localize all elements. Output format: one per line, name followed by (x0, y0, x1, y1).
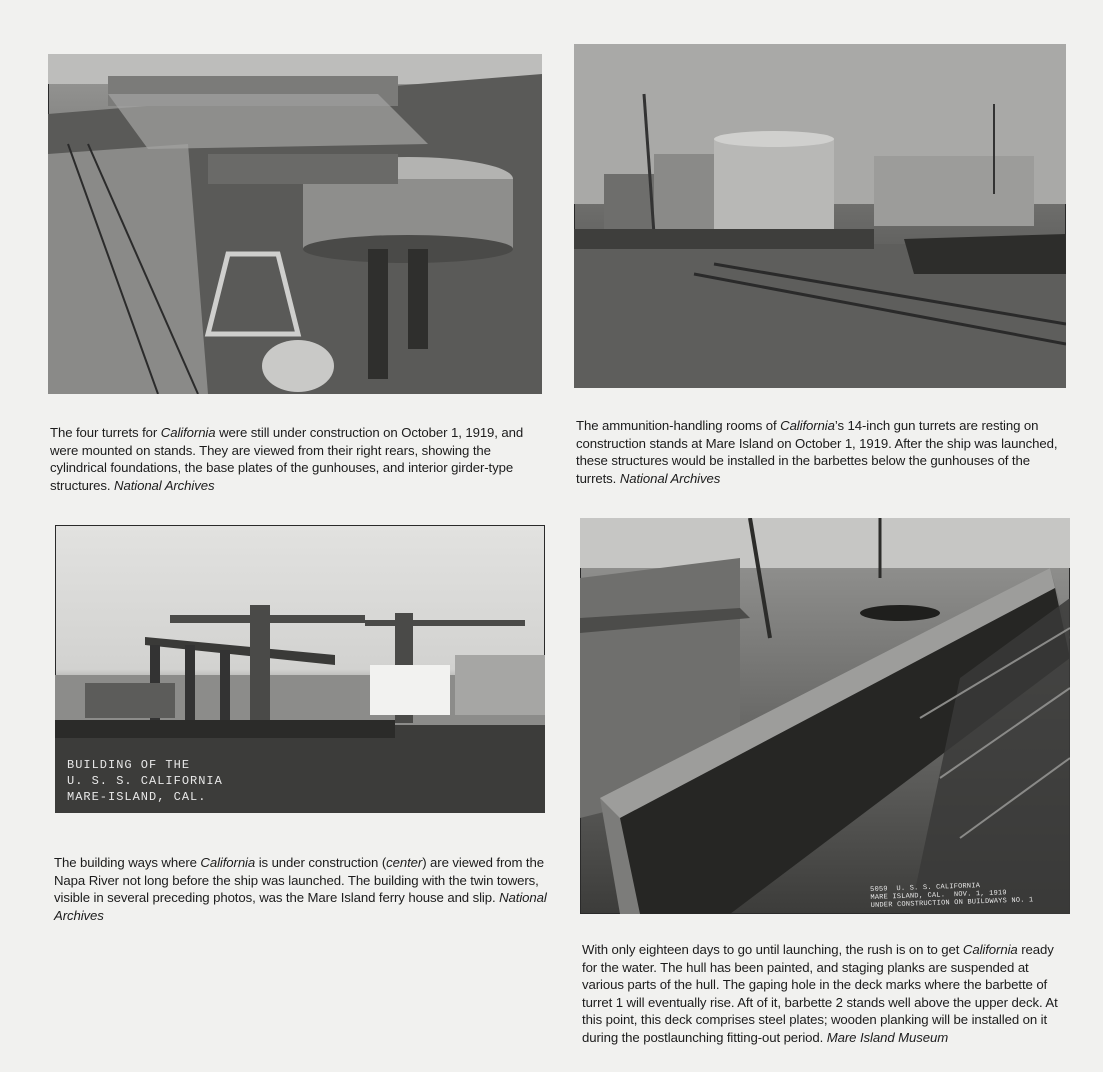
photo-hull-on-ways (580, 518, 1070, 914)
photo-credit: National Archives (619, 470, 721, 486)
photo-ammunition-rooms (574, 44, 1066, 388)
photo-credit: Mare Island Museum (826, 1029, 949, 1045)
photo-turrets-on-stands (48, 54, 542, 394)
photo-building-ways-postcard (55, 525, 545, 813)
caption-hull-launching: With only eighteen days to go until launching, the rush is on to get California ready for the water. The hull has been painted, and staging planks are suspended at various parts of the hull. The gaping hole in the deck marks where the barbette of turret 1 will eventually rise. Aft of it, barbette 2 stands well above the upper deck. At this point, this deck comprises steel plates; wooden planking will be installed on it during the postlaunching fitting-out period. Mare Island Museum (582, 942, 1058, 1045)
postcard-title-text: BUILDING OF THE U. S. S. CALIFORNIA MARE-ISLAND, CAL. (67, 758, 223, 804)
photo-credit: National Archives (54, 890, 547, 923)
photo-credit: National Archives (114, 477, 215, 493)
caption-building-ways: The building ways where California is under construction (center) are viewed from the Napa River not long before the ship was launched. The building with the twin towers, visible in several preceding photos, was the Mare Island ferry house and slip. National Archives (54, 855, 547, 923)
negative-label-text: 5059 U. S. S. CALIFORNIA MARE ISLAND, CAL. NOV. 1, 1919 UNDER CONSTRUCTION ON BUILDWAYS NO. 1 (870, 882, 1034, 910)
caption-turrets: The four turrets for California were still under construction on October 1, 1919, and were mounted on stands. They are viewed from their right rears, showing the cylindrical foundations, the base plates of the gunhouses, and interior girder-type structures. National Archives (50, 425, 524, 493)
caption-ammunition-rooms: The ammunition-handling rooms of California’s 14-inch gun turrets are resting on construction stands at Mare Island on October 1, 1919. After the ship was launched, these structures would be installed in the barbettes below the gunhouses of the turrets. National Archives (576, 418, 1058, 486)
